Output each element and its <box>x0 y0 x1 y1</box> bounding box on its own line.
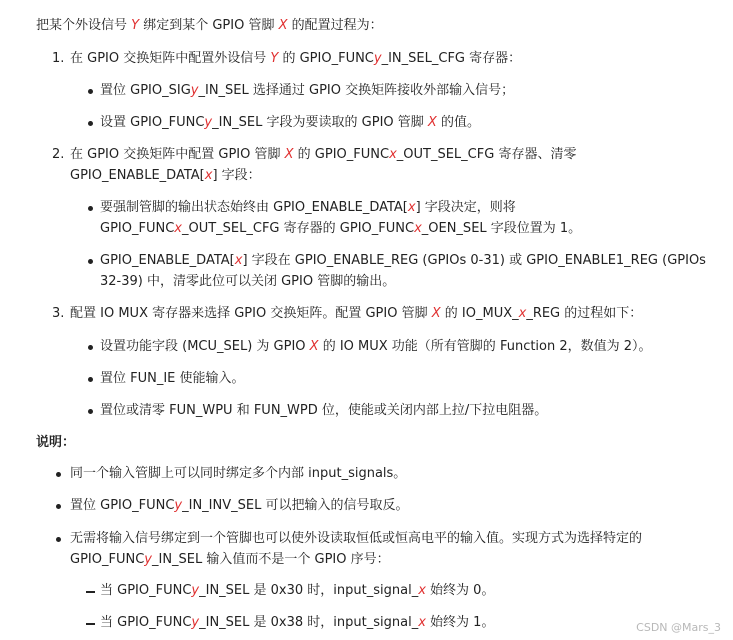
bullet-icon <box>88 259 93 264</box>
step-2-text-line-1 <box>70 145 576 165</box>
text-part: _OUT_SEL_CFG 寄存器的 GPIO_FUNC <box>181 221 415 236</box>
text-part: 置位 GPIO_FUNC <box>70 498 175 513</box>
step-3-bullet-1 <box>100 337 652 357</box>
text-part: _IN_SEL 选择通过 GPIO 交换矩阵接收外部输入信号； <box>198 83 515 98</box>
note-3-subitem-2 <box>100 613 494 633</box>
variable-x: x <box>407 200 416 215</box>
text-part: 的 IO_MUX_ <box>440 306 519 321</box>
text-part: 的 GPIO_FUNC <box>278 51 374 66</box>
step-2-text-line-2 <box>70 166 261 186</box>
notes-heading: 说明： <box>36 435 76 450</box>
text-part: 始终为 0。 <box>425 583 495 598</box>
variable-x: x <box>389 147 397 162</box>
step-3-number: 3. <box>52 306 65 321</box>
variable-x: X <box>427 115 437 130</box>
text-part: 始终为 1。 <box>425 615 495 630</box>
variable-x: x <box>204 168 213 183</box>
text-part: 当 GPIO_FUNC <box>100 583 192 598</box>
bullet-icon <box>88 409 93 414</box>
text-part: ] 字段在 GPIO_ENABLE_REG (GPIOs 0-31) 或 GPIO_ENABLE1_REG (GPIOs <box>242 253 706 268</box>
step-3-text <box>70 304 642 324</box>
text-part: GPIO_FUNC <box>70 552 145 567</box>
text-part: _REG 的过程如下： <box>526 306 643 321</box>
bullet-icon <box>88 206 93 211</box>
text-part: _OEN_SEL 字段位置为 1。 <box>421 221 582 236</box>
dash-icon <box>86 623 95 625</box>
variable-y: y <box>144 552 152 567</box>
text-part: 当 GPIO_FUNC <box>100 615 192 630</box>
variable-y: y <box>373 51 382 66</box>
text-part: ] 字段： <box>212 168 261 183</box>
variable-y: Y <box>131 18 140 33</box>
variable-y: y <box>174 498 183 513</box>
intro-text-part: 把某个外设信号 <box>36 18 132 33</box>
step-2-bullet-1-line-2 <box>100 219 581 239</box>
note-3-line-1 <box>70 529 642 549</box>
step-1-number: 1. <box>52 51 65 66</box>
intro-text <box>36 16 383 36</box>
variable-x: X <box>431 306 441 321</box>
bullet-icon <box>56 537 61 542</box>
text-part: 的值。 <box>436 115 480 130</box>
text-part: 在 GPIO 交换矩阵中配置外设信号 <box>70 51 271 66</box>
text-part: ] 字段决定，则将 <box>415 200 516 215</box>
text-part: _OUT_SEL_CFG 寄存器、清零 <box>396 147 577 162</box>
text-part: GPIO_ENABLE_DATA[ <box>70 168 205 183</box>
note-3-subitem-1 <box>100 581 494 601</box>
bullet-icon <box>88 121 93 126</box>
bullet-icon <box>56 472 61 477</box>
note-2 <box>70 496 408 516</box>
text-part: 置位 GPIO_SIG <box>100 83 191 98</box>
step-1-text <box>70 49 521 69</box>
variable-y: Y <box>270 51 279 66</box>
variable-x: X <box>278 18 288 33</box>
variable-x: x <box>418 615 426 630</box>
variable-y: y <box>191 583 200 598</box>
intro-text-part: 的配置过程为： <box>287 18 383 33</box>
step-3-bullet-3 <box>100 401 547 421</box>
bullet-icon <box>88 377 93 382</box>
step-2-number: 2. <box>52 147 65 162</box>
variable-x: X <box>284 147 294 162</box>
variable-y: y <box>204 115 213 130</box>
step-2-bullet-1-line-1 <box>100 198 516 218</box>
text-part: _IN_SEL 字段为要读取的 GPIO 管脚 <box>212 115 428 130</box>
variable-x: x <box>174 221 182 236</box>
bullet-icon <box>56 504 61 509</box>
text-part: GPIO_FUNC <box>100 221 175 236</box>
variable-x: x <box>414 221 422 236</box>
text-part: 设置 GPIO_FUNC <box>100 115 205 130</box>
watermark: CSDN @Mars_3 <box>636 621 721 634</box>
text-part: 设置功能字段 (MCU_SEL) 为 GPIO <box>100 339 310 354</box>
variable-x: X <box>309 339 319 354</box>
text-part: _IN_SEL 是 0x30 时，input_signal_ <box>199 583 419 598</box>
step-2-bullet-2-line-2 <box>100 272 395 292</box>
variable-x: x <box>418 583 426 598</box>
text-part: 32-39) 中，清零此位可以关闭 GPIO 管脚的输出。 <box>100 274 396 289</box>
note-3-line-2 <box>70 550 390 570</box>
text-part: 要强制管脚的输出状态始终由 GPIO_ENABLE_DATA[ <box>100 200 408 215</box>
variable-y: y <box>190 83 199 98</box>
text-part: _IN_SEL 是 0x38 时，input_signal_ <box>199 615 419 630</box>
step-1-bullet-1 <box>100 81 514 101</box>
note-1 <box>70 464 406 484</box>
text-part: 置位或清零 FUN_WPU 和 FUN_WPD 位，使能或关闭内部上拉/下拉电阻器。 <box>100 403 548 418</box>
text-part: _IN_SEL 输入值而不是一个 GPIO 序号： <box>151 552 390 567</box>
text-part: _IN_INV_SEL 可以把输入的信号取反。 <box>182 498 409 513</box>
variable-x: x <box>518 306 527 321</box>
step-1-bullet-2 <box>100 113 480 133</box>
text-part: GPIO_ENABLE_DATA[ <box>100 253 235 268</box>
text-part: 同一个输入管脚上可以同时绑定多个内部 input_signals。 <box>70 466 407 481</box>
dash-icon <box>86 591 95 593</box>
step-2-bullet-2-line-1 <box>100 251 706 271</box>
bullet-icon <box>88 345 93 350</box>
bullet-icon <box>88 89 93 94</box>
text-part: 无需将输入信号绑定到一个管脚也可以使外设读取恒低或恒高电平的输入值。实现方式为选择特定的 <box>70 531 643 546</box>
variable-x: x <box>234 253 243 268</box>
text-part: 置位 FUN_IE 使能输入。 <box>100 371 245 386</box>
text-part: 的 IO MUX 功能（所有管脚的 Function 2，数值为 2）。 <box>318 339 652 354</box>
intro-text-part: 绑定到某个 GPIO 管脚 <box>139 18 279 33</box>
variable-y: y <box>191 615 200 630</box>
text-part: 的 GPIO_FUNC <box>293 147 390 162</box>
text-part: _IN_SEL_CFG 寄存器： <box>381 51 522 66</box>
step-3-bullet-2 <box>100 369 245 389</box>
text-part: 配置 IO MUX 寄存器来选择 GPIO 交换矩阵。配置 GPIO 管脚 <box>70 306 432 321</box>
text-part: 在 GPIO 交换矩阵中配置 GPIO 管脚 <box>70 147 285 162</box>
